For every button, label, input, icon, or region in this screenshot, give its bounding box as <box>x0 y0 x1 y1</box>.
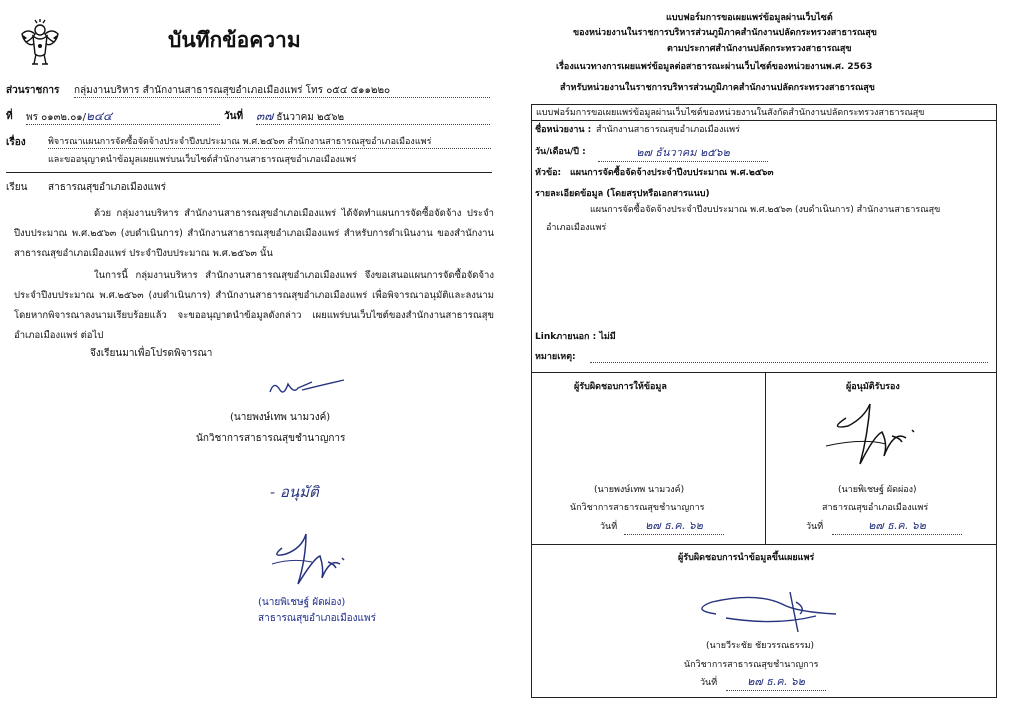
form-header-2: ของหน่วยงานในราชการบริหารส่วนภูมิภาคสำนักงานปลัดกระทรวงสาธารณสุข <box>573 28 877 38</box>
detail-label: รายละเอียดข้อมูล (โดยสรุปหรือเอกสารแนบ) <box>535 189 710 199</box>
note-label: หมายเหตุ: <box>535 352 576 362</box>
box-title-divider <box>531 120 996 121</box>
subject-line-1: พิจารณาแผนการจัดซื้อจัดจ้างประจำปีงบประมาณ พ.ศ.๒๕๖๓ สำนักงานสาธารณสุขอำเภอเมืองแพร่ <box>48 136 491 149</box>
approver-name: (นายพิเชษฐ์ ผัดผ่อง) <box>838 485 917 495</box>
signature-1 <box>268 376 348 404</box>
detail-line-1: แผนการจัดซื้อจัดจ้างประจำปีงบประมาณ พ.ศ.๒๕๖๓ (งบดำเนินการ) สำนักงานสาธารณสุข <box>590 205 941 215</box>
sign-section-divider <box>765 372 766 544</box>
form-header-5: สำหรับหน่วยงานในราชการบริหารส่วนภูมิภาคสำนักงานปลัดกระทรวงสาธารณสุข <box>560 83 875 93</box>
form-header-4: เรื่องแนวทางการเผยแพร่ข้อมูลต่อสาธารณะผ่านเว็บไซต์ของหน่วยงานพ.ศ. 2563 <box>556 62 873 72</box>
approver-date-label: วันที่ <box>806 522 824 532</box>
to-value: สาธารณสุขอำเภอเมืองแพร่ <box>48 182 166 193</box>
external-link-label: Linkภายนอก : ไม่มี <box>535 332 616 342</box>
agency-label: ชื่อหน่วยงาน : <box>535 125 592 135</box>
approver-title: สาธารณสุขอำเภอเมืองแพร่ <box>822 503 929 513</box>
signer-2-name: (นายพิเชษฐ์ ผัดผ่อง) <box>258 597 346 608</box>
approver-header: ผู้อนุมัติรับรอง <box>846 382 900 392</box>
sign-section-bottom <box>531 544 996 545</box>
sign-section-top <box>531 372 996 373</box>
ref-label: ที่ <box>6 111 13 122</box>
form-box-title: แบบฟอร์มการขอเผยแพร่ข้อมูลผ่านเว็บไซต์ของหน่วยงานในสังกัดสำนักงานปลัดกระทรวงสาธารณสุข <box>536 108 925 118</box>
publisher-name: (นายวีระชัย ชัยวรรณธรรม) <box>706 641 815 651</box>
approver-date-handwritten: ๒๗ ธ.ค. ๖๒ <box>832 516 962 535</box>
topic-value: แผนการจัดซื้อจัดจ้างประจำปีงบประมาณ พ.ศ.๒๕๖๓ <box>570 168 774 178</box>
resp-header: ผู้รับผิดชอบการให้ข้อมูล <box>574 382 667 392</box>
ref-value: พร ๐๑๓๒.๐๑/๒๔๔ <box>26 110 220 125</box>
dept-label: ส่วนราชการ <box>6 85 60 96</box>
signer-1-title: นักวิชาการสาธารณสุขชำนาญการ <box>196 433 346 444</box>
resp-date-label: วันที่ <box>600 522 618 532</box>
publisher-date-handwritten: ๒๗ ธ.ค. ๖๒ <box>726 672 826 691</box>
body-paragraph-2: ในการนี้ กลุ่มงานบริหาร สำนักงานสาธารณสุขอำเภอเมืองแพร่ จึงขอเสนอแผนการจัดซื้อจัดจ้างประจำปีงบประมาณ พ.ศ.๒๕๖๓ (งบดำเนินการ) สำนักงานสาธารณสุขอำเภอเมืองแพร่ เพื่อพิจารณาอนุมัติและลงนาม โดยหากพิจารณาลงนามเรียบร้อยแล้ว จะขออนุญาตนำข้อมูลดังกล่าว เผยแพร่บนเว็บไซต์ของสำนักงานสาธารณสุขอำเภอเมืองแพร่ ต่อไป <box>14 270 494 341</box>
agency-value: สำนักงานสาธารณสุขอำเภอเมืองแพร่ <box>596 125 740 135</box>
signature-2 <box>262 528 372 598</box>
publisher-signature <box>686 588 846 638</box>
to-label: เรียน <box>6 182 28 193</box>
closing-text: จึงเรียนมาเพื่อโปรดพิจารณา <box>90 348 213 359</box>
date-label: วันที่ <box>224 111 244 122</box>
publisher-header: ผู้รับผิดชอบการนำข้อมูลขึ้นเผยแพร่ <box>678 553 815 563</box>
form-header-3: ตามประกาศสำนักงานปลัดกระทรวงสาธารณสุข <box>667 44 852 54</box>
subject-label: เรื่อง <box>6 137 26 148</box>
body-paragraph-1: ด้วย กลุ่มงานบริหาร สำนักงานสาธารณสุขอำเภอเมืองแพร่ ได้จัดทำแผนการจัดซื้อจัดจ้าง ประจำปีงบประมาณ พ.ศ.๒๕๖๓ (งบดำเนินการ) สำนักงานสาธารณสุขอำเภอเมืองแพร่ สำหรับการดำเนินงาน ของสำนักงานสาธารณสุขอำเภอเมืองแพร่ ประจำปีงบประมาณ พ.ศ.๒๕๖๓ นั้น <box>14 208 494 259</box>
signer-1-name: (นายพงษ์เทพ นามวงค์) <box>230 412 331 423</box>
topic-label: หัวข้อ: <box>535 168 562 178</box>
publisher-title: นักวิชาการสาธารณสุขชำนาญการ <box>684 660 819 670</box>
date-value: ๓๗ ธันวาคม ๒๕๖๒ <box>256 110 490 125</box>
resp-name: (นายพงษ์เทพ นามวงค์) <box>594 485 685 495</box>
resp-date-handwritten: ๒๗ ธ.ค. ๖๒ <box>624 516 724 535</box>
dept-value: กลุ่มงานบริหาร สำนักงานสาธารณสุขอำเภอเมืองแพร่ โทร ๐๕๔ ๕๑๑๒๒๐ <box>74 84 490 98</box>
detail-line-2: อำเภอเมืองแพร่ <box>546 223 607 233</box>
approve-handwritten: - อนุมัติ <box>270 483 319 501</box>
form-date-label: วัน/เดือน/ปี : <box>535 147 586 157</box>
signer-2-title: สาธารณสุขอำเภอเมืองแพร่ <box>258 613 376 624</box>
note-line <box>590 362 988 363</box>
divider <box>6 172 492 173</box>
garuda-emblem-icon <box>18 18 62 66</box>
approver-signature <box>822 400 942 474</box>
form-header-1: แบบฟอร์มการขอเผยแพร่ข้อมูลผ่านเว็บไซต์ <box>666 13 833 23</box>
memo-title: บันทึกข้อความ <box>168 28 301 52</box>
subject-line-2: และขออนุญาตนำข้อมูลเผยแพร่บนเว็บไซต์สำนักงานสาธารณสุขอำเภอเมืองแพร่ <box>48 155 357 165</box>
ref-handwritten: ๒๔๔ <box>86 109 113 123</box>
date-handwritten: ๓๗ <box>256 109 274 123</box>
publisher-date-label: วันที่ <box>700 678 718 688</box>
resp-title: นักวิชาการสาธารณสุขชำนาญการ <box>570 503 705 513</box>
form-date-handwritten: ๒๗ ธันวาคม ๒๕๖๒ <box>598 143 768 162</box>
